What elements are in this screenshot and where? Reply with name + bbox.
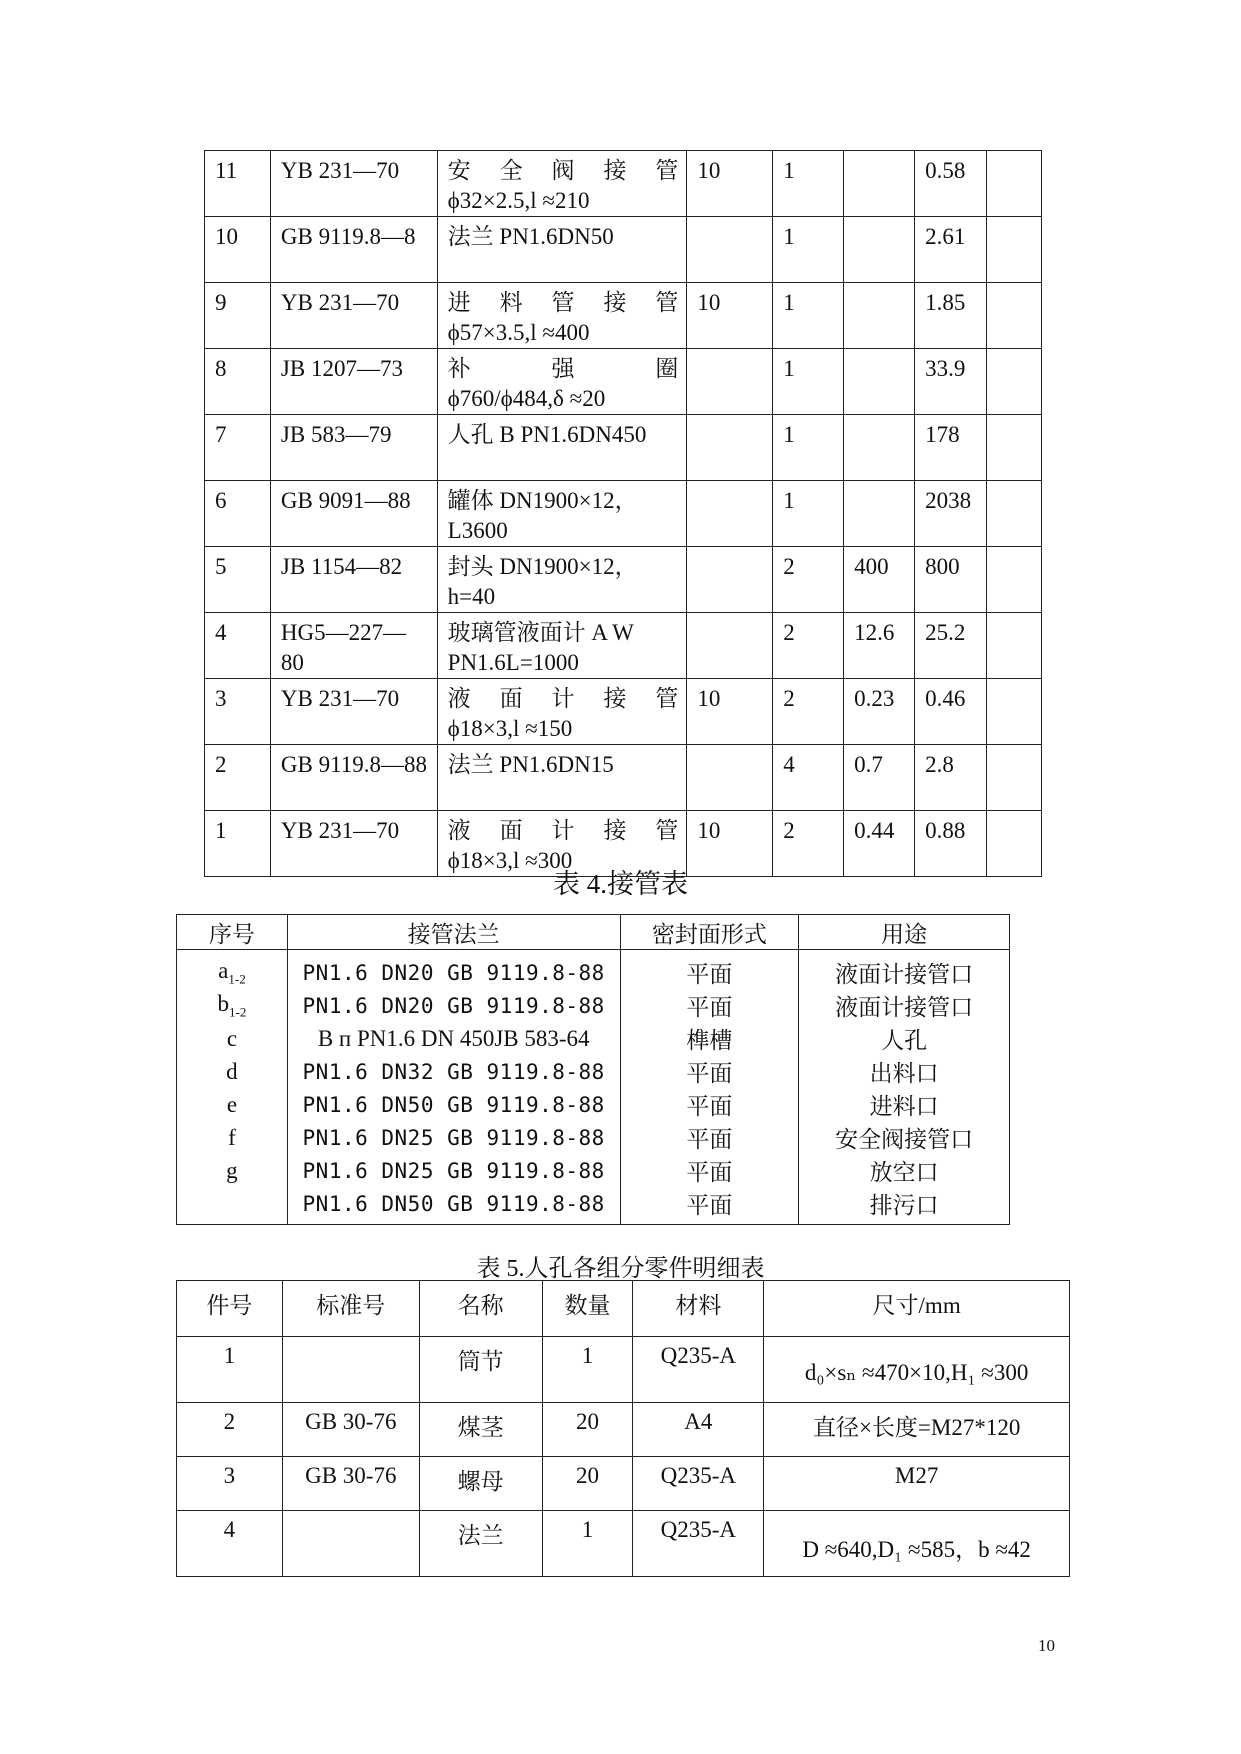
part-no: 1 [205, 811, 271, 877]
nozzle-flange: PN1.6 DN20 GB 9119.8-88 [287, 989, 620, 1022]
table-row [177, 989, 1010, 1022]
manhole-parts-table [176, 1280, 1070, 1577]
part-no: 9 [205, 283, 271, 349]
nozzle-purpose: 放空口 [799, 1154, 1010, 1187]
nozzle-flange: PN1.6 DN25 GB 9119.8-88 [287, 1121, 620, 1154]
manhole-part-no: 2 [177, 1403, 283, 1457]
table-row [205, 283, 1042, 349]
part-unit-weight: 0.44 [844, 811, 915, 877]
table-row [177, 1187, 1010, 1225]
part-name [437, 745, 687, 811]
table-row [177, 1154, 1010, 1187]
nozzle-id-subscript: 1-2 [228, 971, 246, 987]
table-row [205, 217, 1042, 283]
nozzle-seal-type: 平面 [620, 1121, 799, 1154]
part-total-weight: 1.85 [915, 283, 987, 349]
nozzle-id [177, 989, 288, 1022]
part-standard: YB 231—70 [270, 283, 437, 349]
nozzle-purpose: 进料口 [799, 1088, 1010, 1121]
table-row [205, 151, 1042, 217]
manhole-part-name: 法兰 [419, 1511, 542, 1577]
part-name-line: 进料管接管 [447, 290, 679, 315]
part-no: 6 [205, 481, 271, 547]
part-no: 2 [205, 745, 271, 811]
part-no: 11 [205, 151, 271, 217]
part-material [687, 349, 773, 415]
part-standard: YB 231—70 [270, 679, 437, 745]
nozzle-purpose: 液面计接管口 [799, 989, 1010, 1022]
part-standard: JB 1207—73 [270, 349, 437, 415]
part-material: 10 [687, 283, 773, 349]
part-no: 4 [205, 613, 271, 679]
manhole-material: A4 [633, 1403, 764, 1457]
part-name-line: 安全阀接管 [447, 158, 679, 183]
part-note [987, 415, 1042, 481]
part-name [437, 613, 687, 679]
part-unit-weight: 12.6 [844, 613, 915, 679]
part-note [987, 745, 1042, 811]
part-spec-line: ϕ32×2.5,l ≈210 [447, 188, 590, 213]
part-name [437, 547, 687, 613]
nozzle-id [177, 950, 288, 990]
nozzle-id [177, 1154, 288, 1187]
part-material: 10 [687, 679, 773, 745]
table-row [177, 1511, 1070, 1577]
part-name-line: 液面计接管 [447, 686, 679, 711]
part-spec-line: ϕ760/ϕ484,δ ≈20 [447, 386, 606, 411]
nozzle-seal-type: 平面 [620, 950, 799, 990]
table-row [177, 1457, 1070, 1511]
part-total-weight: 2038 [915, 481, 987, 547]
nozzle-flange: PN1.6 DN25 GB 9119.8-88 [287, 1154, 620, 1187]
manhole-part-name: 煤茎 [419, 1403, 542, 1457]
manhole-qty: 20 [542, 1403, 633, 1457]
part-name [437, 217, 687, 283]
part-qty: 4 [773, 745, 844, 811]
manhole-material: Q235-A [633, 1337, 764, 1403]
table-row [177, 1022, 1010, 1055]
nozzle-seal-type: 平面 [620, 1088, 799, 1121]
table-row [205, 481, 1042, 547]
part-no: 7 [205, 415, 271, 481]
header-cell: 名称 [419, 1281, 542, 1337]
nozzle-id-letter: a [218, 957, 229, 983]
part-name-line: 玻璃管液面计 A W PN1.6L=1000 [447, 620, 634, 675]
part-name [437, 415, 687, 481]
header-cell: 尺寸/mm [764, 1281, 1070, 1337]
part-unit-weight: 400 [844, 547, 915, 613]
nozzle-flange: PN1.6 DN50 GB 9119.8-88 [287, 1088, 620, 1121]
manhole-size: M27 [764, 1457, 1070, 1511]
manhole-part-name: 筒节 [419, 1337, 542, 1403]
part-qty: 1 [773, 415, 844, 481]
part-total-weight: 178 [915, 415, 987, 481]
manhole-size: 直径×长度=M27*120 [764, 1403, 1070, 1457]
manhole-size: D ≈640,D₁ ≈585，b ≈42 [764, 1511, 1070, 1577]
nozzle-flange: PN1.6 DN20 GB 9119.8-88 [287, 950, 620, 990]
header-cell: 标准号 [282, 1281, 419, 1337]
part-standard: GB 9119.8—88 [270, 745, 437, 811]
table-row [205, 547, 1042, 613]
nozzle-seal-type: 榫槽 [620, 1022, 799, 1055]
part-total-weight: 800 [915, 547, 987, 613]
part-qty: 2 [773, 811, 844, 877]
part-note [987, 679, 1042, 745]
part-name-line: 封头 DN1900×12，h=40 [447, 554, 638, 609]
nozzle-table [176, 914, 1010, 1225]
part-standard: JB 1154—82 [270, 547, 437, 613]
part-note [987, 283, 1042, 349]
part-no: 8 [205, 349, 271, 415]
part-qty: 1 [773, 283, 844, 349]
header-cell: 序号 [177, 915, 288, 950]
part-material [687, 745, 773, 811]
part-material [687, 217, 773, 283]
table-row [205, 745, 1042, 811]
manhole-standard: GB 30-76 [282, 1457, 419, 1511]
manhole-material: Q235-A [633, 1457, 764, 1511]
manhole-part-no: 1 [177, 1337, 283, 1403]
nozzle-id-letter: d [226, 1058, 238, 1084]
part-name [437, 481, 687, 547]
part-note [987, 481, 1042, 547]
nozzle-purpose: 安全阀接管口 [799, 1121, 1010, 1154]
manhole-table-caption: 表 5.人孔各组分零件明细表 [476, 1256, 765, 1282]
table-row [177, 1055, 1010, 1088]
manhole-standard: GB 30-76 [282, 1403, 419, 1457]
part-name-line: 补强圈 [447, 356, 679, 381]
nozzle-purpose: 人孔 [799, 1022, 1010, 1055]
nozzle-seal-type: 平面 [620, 1154, 799, 1187]
part-material [687, 547, 773, 613]
nozzle-id [177, 1022, 288, 1055]
part-unit-weight [844, 349, 915, 415]
part-note [987, 349, 1042, 415]
part-unit-weight [844, 481, 915, 547]
nozzle-table-caption: 表 4.接管表 [553, 869, 688, 899]
part-name-line: 罐体 DN1900×12，L3600 [447, 488, 638, 543]
part-no: 5 [205, 547, 271, 613]
table-row [177, 1088, 1010, 1121]
part-total-weight: 0.46 [915, 679, 987, 745]
part-material: 10 [687, 811, 773, 877]
manhole-standard [282, 1337, 419, 1403]
part-material [687, 481, 773, 547]
manhole-material: Q235-A [633, 1511, 764, 1577]
nozzle-id [177, 1055, 288, 1088]
part-name-line: 法兰 PN1.6DN50 [447, 224, 614, 249]
part-spec-line: ϕ18×3,l ≈300 [447, 848, 573, 873]
part-note [987, 547, 1042, 613]
part-standard: YB 231—70 [270, 811, 437, 877]
nozzle-id-letter: b [217, 990, 229, 1016]
nozzle-id-subscript: 1-2 [229, 1004, 247, 1020]
nozzle-id-letter: f [228, 1124, 236, 1150]
manhole-part-no: 3 [177, 1457, 283, 1511]
manhole-size: d₀×sₙ ≈470×10,H₁ ≈300 [764, 1337, 1070, 1403]
part-material [687, 613, 773, 679]
part-spec-line: ϕ18×3,l ≈150 [447, 716, 573, 741]
part-name [437, 679, 687, 745]
nozzle-id [177, 1121, 288, 1154]
part-qty: 1 [773, 151, 844, 217]
part-total-weight: 25.2 [915, 613, 987, 679]
manhole-qty: 20 [542, 1457, 633, 1511]
part-unit-weight [844, 283, 915, 349]
manhole-qty: 1 [542, 1511, 633, 1577]
table-row [177, 1337, 1070, 1403]
part-name [437, 151, 687, 217]
page-number: 10 [1038, 1636, 1055, 1655]
header-cell: 数量 [542, 1281, 633, 1337]
table-row [177, 950, 1010, 990]
part-material: 10 [687, 151, 773, 217]
table-row [205, 349, 1042, 415]
part-qty: 1 [773, 349, 844, 415]
header-cell: 用途 [799, 915, 1010, 950]
nozzle-id-letter: c [226, 1025, 238, 1051]
parts-table [204, 150, 1042, 877]
part-total-weight: 0.58 [915, 151, 987, 217]
part-no: 3 [205, 679, 271, 745]
nozzle-id [177, 1088, 288, 1121]
part-qty: 2 [773, 679, 844, 745]
table-row [205, 679, 1042, 745]
table-row [177, 1403, 1070, 1457]
part-note [987, 613, 1042, 679]
nozzle-purpose: 出料口 [799, 1055, 1010, 1088]
part-qty: 2 [773, 613, 844, 679]
nozzle-id-letter: e [226, 1091, 238, 1117]
part-unit-weight: 0.23 [844, 679, 915, 745]
table-row [205, 415, 1042, 481]
nozzle-seal-type: 平面 [620, 1055, 799, 1088]
header-cell: 件号 [177, 1281, 283, 1337]
part-standard: JB 583—79 [270, 415, 437, 481]
header-cell: 密封面形式 [620, 915, 799, 950]
table-row [177, 1121, 1010, 1154]
part-total-weight: 2.8 [915, 745, 987, 811]
manhole-part-name: 螺母 [419, 1457, 542, 1511]
nozzle-flange: PN1.6 DN50 GB 9119.8-88 [287, 1187, 620, 1225]
manhole-part-no: 4 [177, 1511, 283, 1577]
part-spec-line: ϕ57×3.5,l ≈400 [447, 320, 590, 345]
part-unit-weight [844, 151, 915, 217]
part-name-line: 人孔 B PN1.6DN450 [447, 422, 647, 447]
manhole-standard [282, 1511, 419, 1577]
header-cell: 材料 [633, 1281, 764, 1337]
part-name [437, 349, 687, 415]
part-standard: GB 9119.8—8 [270, 217, 437, 283]
nozzle-purpose: 液面计接管口 [799, 950, 1010, 990]
part-unit-weight [844, 217, 915, 283]
manhole-qty: 1 [542, 1337, 633, 1403]
table-row [205, 613, 1042, 679]
part-name-line: 液面计接管 [447, 818, 679, 843]
part-name [437, 283, 687, 349]
nozzle-flange: B п PN1.6 DN 450JB 583-64 [287, 1022, 620, 1055]
part-qty: 1 [773, 481, 844, 547]
part-total-weight: 33.9 [915, 349, 987, 415]
part-standard: GB 9091—88 [270, 481, 437, 547]
part-name-line: 法兰 PN1.6DN15 [447, 752, 614, 777]
part-note [987, 151, 1042, 217]
part-qty: 2 [773, 547, 844, 613]
nozzle-seal-type: 平面 [620, 989, 799, 1022]
part-note [987, 217, 1042, 283]
part-no: 10 [205, 217, 271, 283]
part-qty: 1 [773, 217, 844, 283]
header-cell: 接管法兰 [287, 915, 620, 950]
part-material [687, 415, 773, 481]
nozzle-id-letter: g [226, 1157, 238, 1183]
part-standard: HG5—227—80 [270, 613, 437, 679]
nozzle-purpose: 排污口 [799, 1187, 1010, 1225]
part-total-weight: 0.88 [915, 811, 987, 877]
part-unit-weight [844, 415, 915, 481]
part-unit-weight: 0.7 [844, 745, 915, 811]
nozzle-id [177, 1187, 288, 1225]
part-total-weight: 2.61 [915, 217, 987, 283]
part-standard: YB 231—70 [270, 151, 437, 217]
nozzle-flange: PN1.6 DN32 GB 9119.8-88 [287, 1055, 620, 1088]
nozzle-seal-type: 平面 [620, 1187, 799, 1225]
